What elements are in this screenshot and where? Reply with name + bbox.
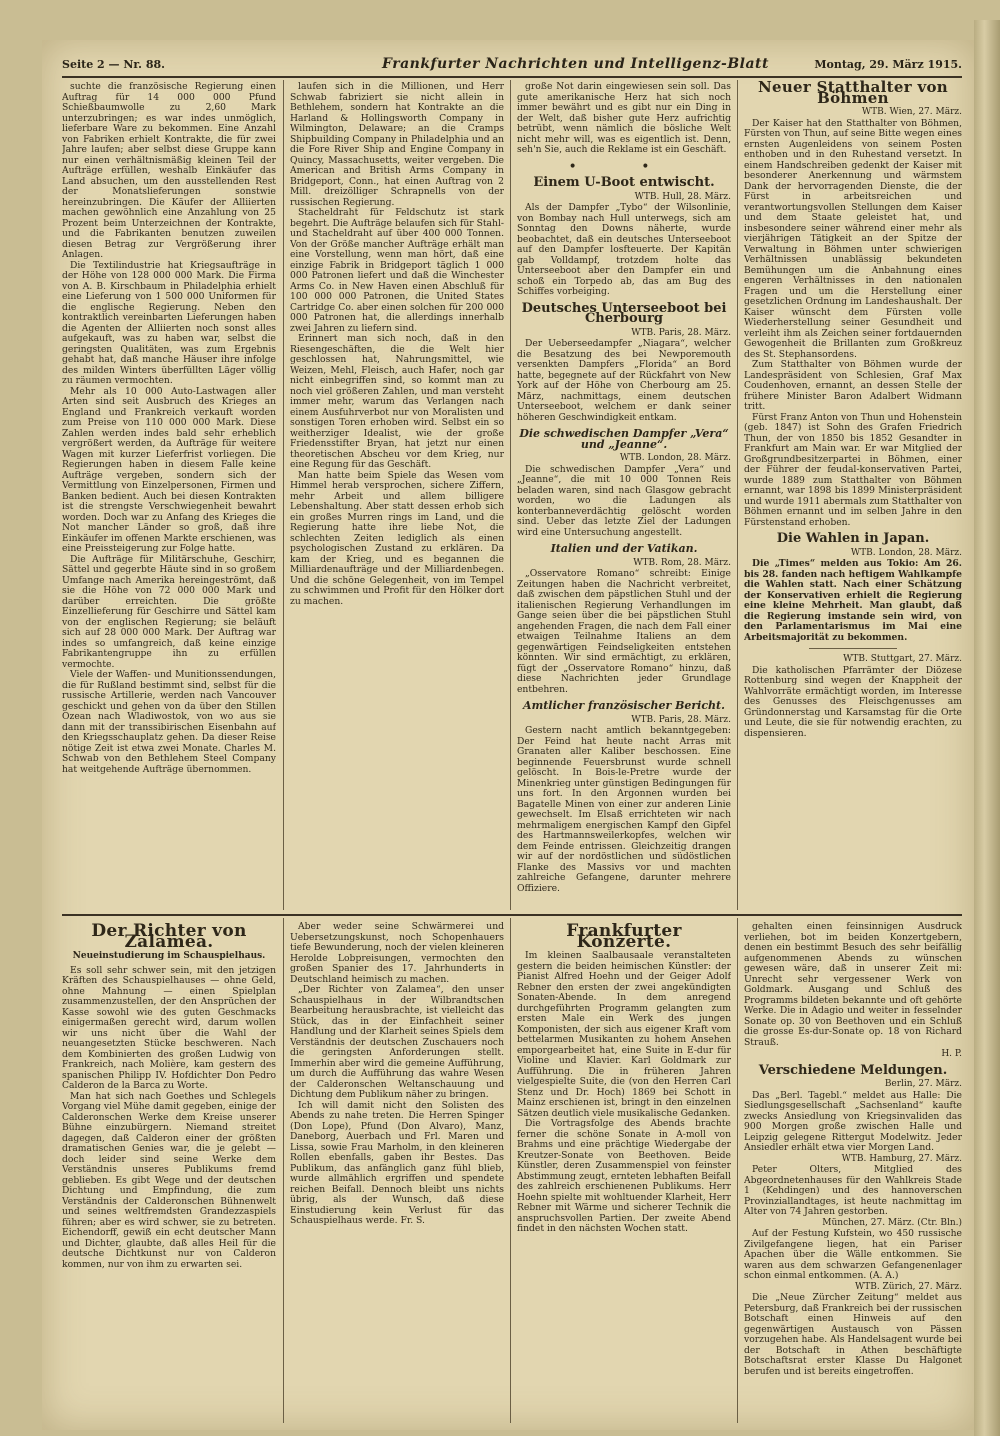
- paragraph: Die Vortragsfolge des Abends brachte ferner die schöne Sonate in A-moll von Brahms und eine prächtige Wiedergabe der Kreutzer-Sonate von Beethoven. Beide Künstler, deren Zusammenspiel von feinster Abstimmung zeugt, ernteten lebhaften Beifall des zahlreich erschienenen Publikums. Herr Hoehn spielte mit wohltuender Klarheit, Herr Rebner mit Wärme und sicherer Technik die anspruchsvollen Partien. Der zweite Abend findet in den nächsten Wochen statt.: [517, 1118, 731, 1234]
- headline-swedish-steamers: Die schwedischen Dampfer „Vera“ und „Jeanne“.: [519, 427, 729, 451]
- paragraph: suchte die französische Regierung einen Auftrag für 14 000 000 Pfund Schießbaumwolle zu 2,60 Mark unterzubringen; es war indes unmöglich, lieferbare Ware zu bekommen. Eine Anzahl von Fabriken erhielt Kontrakte, die für zwei Jahre laufen; aber selbst diese Gruppe kann nur einen verhältnismäßig kleinen Teil der Aufträge erfüllen, weshalb Einkäufer das Land absuchen, um den ausstellenden Rest der Monatslieferungen sonstwie hereinzubringen. Die Käufer der Alliierten machen gewöhnlich eine Anzahlung von 25 Prozent beim Unterzeichnen der Kontrakte, und die Fabrikanten benutzen zuweilen diesen Betrag zur Vergrößerung ihrer Anlagen.: [62, 82, 276, 260]
- headline-cherbourg: Deutsches Unterseeboot bei Cherbourg: [521, 300, 727, 326]
- paragraph: Die „Times“ melden aus Tokio: Am 26. bis 28. fanden nach heftigem Wahlkampfe die Wahlen statt. Nach einer Schätzung der Konservativen erhielt die Regierung eine kleine Mehrheit. Man glaubt, daß die Regierung imstande sein wird, von den Parlamentarismus im Mai eine Arbeitsmajorität zu bekommen.: [744, 558, 962, 643]
- paragraph: Die Aufträge für Militärschuhe, Geschirr, Sättel und gegerbte Häute sind in so großem Umfange nach Amerika hereingeströmt, daß sie die Höhe von 72 000 000 Mark und darüber erreichten. Die größte Einzellieferung für Geschirre und Sättel kam von der englischen Regierung; sie beläuft sich auf 28 000 000 Mark. Der Auftrag war indes so umfangreich, daß keine einzige Fabrikantengruppe ihn zu erfüllen vermochte.: [62, 553, 276, 670]
- paragraph: Aber weder seine Schwärmerei und Uebersetzungskunst, noch Schopenhauers tiefe Bewunderung, noch der vielen kleineren Herolde Lobpreisungen, vermochten den großen Spanier des 17. Jahrhunderts in Deutschland heimisch zu machen.: [290, 922, 504, 985]
- feuilleton-column-2: [290, 922, 504, 1422]
- paragraph: Die „Neue Zürcher Zeitung“ meldet aus Petersburg, daß Frankreich bei der russischen Botschaft einen Hinweis auf den gegenwärtigen Austausch von Pässen vorzugehen habe. Als Handelsagent wurde bei der Botschaft in Athen beschäftigte Botschaftsrat erster Klasse Du Halgonet berufen und ist bereits eingetroffen.: [744, 1292, 962, 1377]
- subheadline: Neueinstudierung im Schauspielhaus.: [72, 951, 266, 961]
- column-rule: [283, 80, 284, 910]
- paragraph: Peter Olters, Mitglied des Abgeordnetenhauses für den Wahlkreis Stade 1 (Kehdingen) und des hannoverschen Provinziallandtages, ist heute nachmittag im Alter von 74 Jahren gestorben.: [744, 1164, 962, 1217]
- feuilleton-column-3: [517, 922, 731, 1422]
- paragraph: Die schwedischen Dampfer „Vera“ und „Jeanne“, die mit 10 000 Tonnen Reis beladen waren, sind nach Glasgow gebracht worden, wo die Ladungen als konterbanneverdächtig gelöscht worden sind. Ueber das letzte Ziel der Ladungen wird eine Untersuchung angestellt.: [517, 463, 731, 538]
- headline-italy-vatican: Italien und der Vatikan.: [550, 542, 698, 555]
- paragraph: Man hat sich nach Goethes und Schlegels Vorgang viel Mühe damit gegeben, einige der Calderonschen Werke dem Kreise unserer Bühne einzubürgern. Niemand streitet dagegen, daß Calderon einer der größten dramatischen Genies war, die je gelebt — doch leider sind seine Werke dem Verständnis unseres Publikums fremd geblieben. Es gibt Wege und der deutschen Dichtung und Empfindung, die zum Verständnis der Calderonschen Bühnenwelt und seines weltfremdsten Grandezzaspiels führen; aber es wird schwer, sie zu betreten. Eichendorff, gewiß ein echt deutscher Mann und Dichter, glaubte, daß alles Heil für die deutsche Dichtkunst nur von Calderon kommen, nur von ihm zu erwarten sei.: [62, 1090, 276, 1270]
- masthead: [62, 56, 962, 78]
- headline-statthalter: Neuer Statthalter von Böhmen: [757, 78, 948, 107]
- section-rule: [62, 914, 962, 916]
- paragraph: Die katholischen Pfarrämter der Diözese Rottenburg sind wegen der Knappheit der Wahlvorräte ermächtigt worden, im Interesse des Genusses des Fleischgenusses am Gründonnerstag und Karsamstag für die Orte und Leute, die sie für notwendig erachten, zu dispensieren.: [744, 664, 962, 739]
- dateline: WTB. Rom, 28. März.: [633, 557, 731, 568]
- author-signature: H. P.: [941, 1049, 962, 1059]
- dateline: WTB. Wien, 27. März.: [861, 107, 962, 117]
- page-edge: [974, 20, 1000, 1436]
- paragraph: Mehr als 10 000 Auto-Lastwagen aller Arten sind seit Ausbruch des Krieges an England und Frankreich verkauft worden zum Preise von 110 000 000 Mark. Diese Zahlen werden indes bald sehr erheblich vergrößert werden, da Aufträge für weitere Wagen mit kurzer Lieferfrist vorliegen. Die Regierungen haben in diesem Falle keine Aufträge vergeben, sondern sich der Vermittlung von Einzelpersonen, Firmen und Banken bedient. Auch bei diesen Kontrakten ist die strengste Verschwiegenheit bewahrt worden. Doch war zu Anfang des Krieges die Not mancher Länder so groß, daß ihre Einkäufer im offenen Markte erschienen, was eine Preissteigerung zur Folge hatte.: [62, 385, 276, 554]
- news-column-4: [744, 78, 962, 910]
- headline-japan: Die Wahlen in Japan.: [776, 531, 930, 546]
- headline-richter-zalamea: Der Richter von Zalamea.: [91, 922, 247, 952]
- column-rule: [283, 918, 284, 1423]
- separator: [809, 648, 896, 649]
- paragraph: Stacheldraht für Feldschutz ist stark begehrt. Die Aufträge belaufen sich für Stahl- und Stacheldraht auf über 400 000 Tonnen. Von der Größe mancher Aufträge erhält man eine Vorstellung, wenn man hört, daß eine einzige Fabrik in Bridgeport täglich 1 000 000 Patronen liefert und daß die Winchester Arms Co. in New Haven einen Abschluß für 100 000 000 Patronen, die United States Cartridge Co. aber einen solchen für 200 000 000 Patronen hat, die allerdings innerhalb zwei Jahren zu liefern sind.: [290, 207, 504, 334]
- paragraph: Zum Statthalter von Böhmen wurde der Landespräsident von Schlesien, Graf Max Coudenhoven, ernannt, an dessen Stelle der frühere Minister Baron Adalbert Widmann tritt.: [744, 359, 962, 412]
- paragraph: Als der Dampfer „Tybo“ der Wilsonlinie, von Bombay nach Hull unterwegs, sich am Sonntag den Downs näherte, wurde beobachtet, daß ein deutsches Unterseeboot auf den Dampfer losfteuerte. Der Kapitän gab Volldampf, trotzdem holte das Unterseeboot aber den Dampfer ein und schoß ein Torpedo ab, das am Bug des Schiffes vorbeiging.: [517, 202, 731, 297]
- paragraph: Gestern nacht amtlich bekanntgegeben: Der Feind hat heute nacht Arras mit Granaten aller Kaliber beschossen. Eine beginnende Feuersbrunst wurde schnell gelöscht. In Bois-le-Pretre wurde der Minenkrieg unter günstigen Bedingungen für uns fort. In den Argonnen wurden bei Bagatelle Minen von einer zur anderen Linie gewechselt. Im Elsaß errichteten wir nach mehrmaligem energischen Kampf den Gipfel des Hartmannsweilerkopfes, welchen wir dem Feinde entrissen. Gleichzeitig drangen wir auf der nordöstlichen und südöstlichen Flanke des Massivs vor und machten zahlreiche Gefangene, darunter mehrere Offiziere.: [517, 725, 731, 894]
- dateline: Berlin, 27. März.: [884, 1079, 962, 1089]
- paragraph: Man hatte beim Spiele das Wesen vom Himmel herab versprochen, sichere Ziffern, mehr Arbeit und allem billigere Lebenshaltung. Aber statt dessen erhob sich ein großes Murren rings im Land, und die Regierung hatte ihre liebe Not, die schlechten Zeiten lediglich als einen psychologischen Zustand zu erklären. Da kam der Krieg, und es begannen die Milliardenaufträge und der Milliardenbegen. Und die schöne Gelegenheit, von im Tempel zu schwimmen und Profit für den Hölker dort zu machen.: [290, 469, 504, 607]
- paragraph: Ich will damit nicht den Solisten des Abends zu nahe treten. Die Herren Spinger (Don Lope), Pfund (Don Alvaro), Manz, Daneborg, Auerbach und Frl. Maren und Lissa, sowie Frau Marholm, in den kleineren Rollen ebenfalls, gaben ihr Bestes. Das Publikum, das anfänglich ganz fühl blieb, wurde allmählich ergriffen und spendete reichen Beifall. Dennoch bleibt uns nichts übrig, als der Wunsch, daß diese Einstudierung kein Verlust für das Schauspielhaus werde. Fr. S.: [290, 1099, 504, 1226]
- paragraph: große Not darin eingewiesen sein soll. Das gute amerikanische Herz hat sich noch immer bewährt und es gibt nur ein Ding in der Welt, daß bisher gute Herz aufrichtig betrübt, wenn nämlich die bösliche Welt nicht mehr will, was es eigentlich ist. Denn, seh'n Sie, auch die Reklame ist ein Geschäft.: [517, 82, 731, 155]
- paragraph: Im kleinen Saalbausaale veranstalteten gestern die beiden heimischen Künstler: der Pianist Alfred Hoehn und der Geiger Adolf Rebner den ersten der zwei angekündigten Sonaten-Abende. In dem anregend durchgeführten Programm gelangten zum ersten Male ein Werk des jungen Komponisten, der sich aus eigener Kraft vom bettelarmen Musikanten zu hohem Ansehen emporgearbeitet hat, eine Suite in E-dur für Violine und Klavier. Karl Goldmark zur Aufführung. Die in früheren Jahren vielgespielte Suite, die (von den Herren Carl Stenz und Dr. Hoch) 1869 bei Schott in Mainz erschienen ist, bringt in den einzelnen Sätzen deutlich viele musikalische Gedanken.: [517, 950, 731, 1119]
- dateline: WTB. Paris, 28. März.: [631, 327, 731, 338]
- paragraph: „Der Richter von Zalamea“, den unser Schauspielhaus in der Wilbrandtschen Bearbeitung herausbrachte, ist vielleicht das Stück, das in der Einfachheit seiner Handlung und der Klarheit seines Spiels dem Verständnis der deutschen Zuschauers noch die geringsten Anforderungen stellt. Immerhin aber wird die gemeine Aufführung, um durch die Aufführung das wahre Wesen der Calderonschen Weltanschauung und Dichtung dem Publikum näher zu bringen.: [290, 984, 504, 1100]
- column-rule: [510, 80, 511, 910]
- feuilleton-column-4: [744, 922, 962, 1422]
- dateline: WTB. London, 28. März.: [619, 453, 731, 463]
- paragraph: Es soll sehr schwer sein, mit den jetzigen Kräften des Schauspielhauses — ohne Geld, ohne Mahnung — einen Spielplan zusammenzustellen, der den Ansprüchen der Kasse sowohl wie des guten Geschmacks einigermaßen gerecht wird, darum wollen wir uns nicht über die Wahl der neuangesetzten Stücke beschweren. Nach dem Kombinierten des großen Ludwig von Frankreich, nach Molière, kam gestern des spanischen Philipp IV. Hofdichter Don Pedro Calderon de la Barca zu Worte.: [62, 964, 276, 1091]
- page-number: Seite 2 — Nr. 88.: [62, 58, 165, 71]
- column-rule: [510, 918, 511, 1423]
- paragraph: Erinnert man sich noch, daß in den Riesengeschäften, die die Welt hier geschlossen hat, Nahrungsmittel, wie Weizen, Mehl, Fleisch, auch Hafer, noch gar nicht einbegriffen sind, so kommt man zu noch viel größeren Zahlen, und man versteht immer mehr, warum das Verlangen nach einem Ausfuhrverbot nur von Moralisten und sonstigen Toren erhoben wird. Selbst ein so weitherziger Idealist, wie der große Friedensstifter Bryan, hat jetzt nur einen theoretischen Abscheu vor dem Krieg, nur eine Regung für das Geschäft.: [290, 333, 504, 470]
- dateline: WTB. Zürich, 27. März.: [854, 1281, 962, 1292]
- paragraph: „Osservatore Romano“ schreibt: Einige Zeitungen haben die Nachricht verbreitet, daß zwischen dem päpstlichen Stuhl und der italienischen Regierung Verhandlungen im Gange seien über die bei päpstlichen Stuhl angehenden Fragen, die nach dem Fall einer etwaigen Teilnahme Italiens an dem gegenwärtigen Feindseligkeiten entstehen könnten. Wir sind ermächtigt, zu erklären, fügt der „Osservatore Romano“ hinzu, daß diese Nachrichten jeder Grundlage entbehren.: [517, 568, 731, 695]
- article-column-1: [62, 82, 276, 910]
- paragraph: Viele der Waffen- und Munitionssendungen, die für Rußland bestimmt sind, selbst für die russische Artillerie, werden nach Vancouver geschickt und gehen von da über den Stillen Ozean nach Wladiwostok, von wo aus sie dann mit der transsibirischen Eisenbahn auf den Kriegsschauplatz gehen. Da dieser Reise nötige Zeit ist etwa zwei Monate. Charles M. Schwab von den Bethlehem Steel Company hat weitgehende Aufträge übernommen.: [62, 669, 276, 775]
- dateline: WTB. Stuttgart, 27. März.: [843, 654, 962, 664]
- feuilleton-column-1: [62, 922, 276, 1422]
- headline-uboot: Einem U-Boot entwischt.: [533, 175, 715, 190]
- paragraph: gehalten einen feinsinnigen Ausdruck verliehen, bot im beiden Konzertgebern, denen ein bestimmt Besuch des sehr beifällig aufgenommenen Abends zu wünschen gewesen wäre, daß in unserer Zeit mi: Unrecht sehr vergessener Werk von Goldmark. Ausgang und Schluß des Programms bildeten bekannte und oft gehörte Werke. Die in Adagio und weiter in fesselnder Sonate op. 30 von Beethoven und ein Schluß die grosse Es-dur-Sonate op. 18 von Richard Strauß.: [744, 922, 962, 1048]
- paragraph: Die Textilindustrie hat Kriegsaufträge in der Höhe von 128 000 000 Mark. Die Firma von A. B. Kirschbaum in Philadelphia erhielt eine Lieferung von 1 500 000 Uniformen für die englische Regierung. Neben den kontraktlich vereinbarten Lieferungen haben die Agenten der Alliierten noch sonst alles aufgekauft, was zu haben war, selbst die geringsten Qualitäten, was zum Ergebnis gehabt hat, daß manche Häuser ihre infolge des milden Winters überfüllten Läger völlig zu räumen vermochten.: [62, 259, 276, 386]
- paragraph: Der Ueberseedampfer „Niagara“, welcher die Besatzung des bei Newporemouth versenkten Dampfers „Florida“ an Bord hatte, begegnete auf der Rückfahrt von New York auf der Höhe von Cherbourg am 25. März, nachmittags, einem deutschen Unterseeboot, welchem er dank seiner höheren Geschwindigkeit entkam.: [517, 338, 731, 423]
- column-rule: [737, 80, 738, 910]
- dateline: WTB. Hull, 28. März.: [634, 191, 731, 202]
- headline-french-report: Amtlicher französischer Bericht.: [523, 699, 725, 712]
- headline-verschiedene-meldungen: Verschiedene Meldungen.: [758, 1062, 948, 1078]
- paragraph: Der Kaiser hat den Statthalter von Böhmen, Fürsten von Thun, auf seine Bitte wegen eines ernsten Augenleidens von seinem Posten enthoben und in den Ruhestand versetzt. In einem Handschreiben gedenkt der Kaiser mit besonderer Anerkennung und wärmstem Dank der hervorragenden Dienste, die der Fürst in arbeitsreichen und verantwortungsvollen Stellungen dem Kaiser und dem Staate geleistet hat, und insbesondere seiner während einer mehr als vierjährigen Tätigkeit an der Spitze der Verwaltung in Böhmen unter schwierigen Verhältnissen unablässig bekundeten Bemühungen um die Anbahnung eines engeren Verhältnisses in den nationalen Fragen und um die Herstellung einer gesetzlichen Ordnung im Landeshaushalt. Der Kaiser wünscht dem Fürsten volle Wiederherstellung seiner Gesundheit und verleiht ihm als Zeichen seiner fortdauernden Gewogenheit die Brillanten zum Großkreuz des St. Stephansordens.: [744, 117, 962, 360]
- ornament: • •: [568, 158, 680, 175]
- paragraph: Fürst Franz Anton von Thun und Hohenstein (geb. 1847) ist Sohn des Grafen Friedrich Thun, der von 1850 bis 1852 Gesandter in Frankfurt am Main war. Er war Mitglied der Großgrundbesitzerpartei in Böhmen, einer der Führer der feudal-konservativen Partei, wurde 1889 zum Statthalter von Böhmen ernannt, war 1898 bis 1899 Ministerpräsident und wurde 1911 abermals zum Statthalter von Böhmen ernannt und im selben Jahre in den Fürstenstand erhoben.: [744, 411, 962, 528]
- dateline: WTB. London, 28. März.: [850, 547, 962, 558]
- paragraph: Auf der Festung Kufstein, wo 450 russische Zivilgefangene liegen, hat ein Pariser Apachen über die Wälle entkommen. Sie waren aus dem schwarzen Gefangenenlager schon einmal entkommen. (A. A.): [744, 1228, 962, 1281]
- dateline: WTB. Hamburg, 27. März.: [841, 1153, 962, 1164]
- dateline: München, 27. März. (Ctr. Bln.): [822, 1217, 962, 1228]
- column-rule: [737, 918, 738, 1423]
- paragraph: laufen sich in die Millionen, und Herr Schwab fabriziert sie nicht allein in Bethlehem, sondern hat Kontrakte an die Harland & Hollingsworth Company in Wilmington, Delaware; an die Cramps Shipbuilding Company in Philadelphia und an die Fore River Ship and Engine Company in Quincy, Massachusetts, weiter vergeben. Die American and British Arms Company in Bridgeport, Conn., hat einen Auftrag von 2 Mill. dreizölliger Schrapnells von der russischen Regierung.: [290, 82, 504, 208]
- article-column-2: [290, 82, 504, 910]
- headline-frankfurter-konzerte: Frankfurter Konzerte.: [566, 922, 682, 952]
- dateline: WTB. Paris, 28. März.: [631, 714, 731, 725]
- news-column-3: [517, 82, 731, 910]
- paragraph: Das „Berl. Tagebl.“ meldet aus Halle: Die Siedlungsgesellschaft „Sachsenland“ kaufte zwecks Ansiedlung von Kriegsinvaliden das 900 Morgen große zwischen Halle und Leipzig gelegene Rittergut Modelwitz. Jeder Ansiedler erhält etwa vier Morgen Land.: [744, 1089, 962, 1153]
- newspaper-title: Frankfurter Nachrichten und Intelligenz-Blatt: [382, 56, 769, 72]
- issue-date: Montag, 29. März 1915.: [814, 58, 962, 71]
